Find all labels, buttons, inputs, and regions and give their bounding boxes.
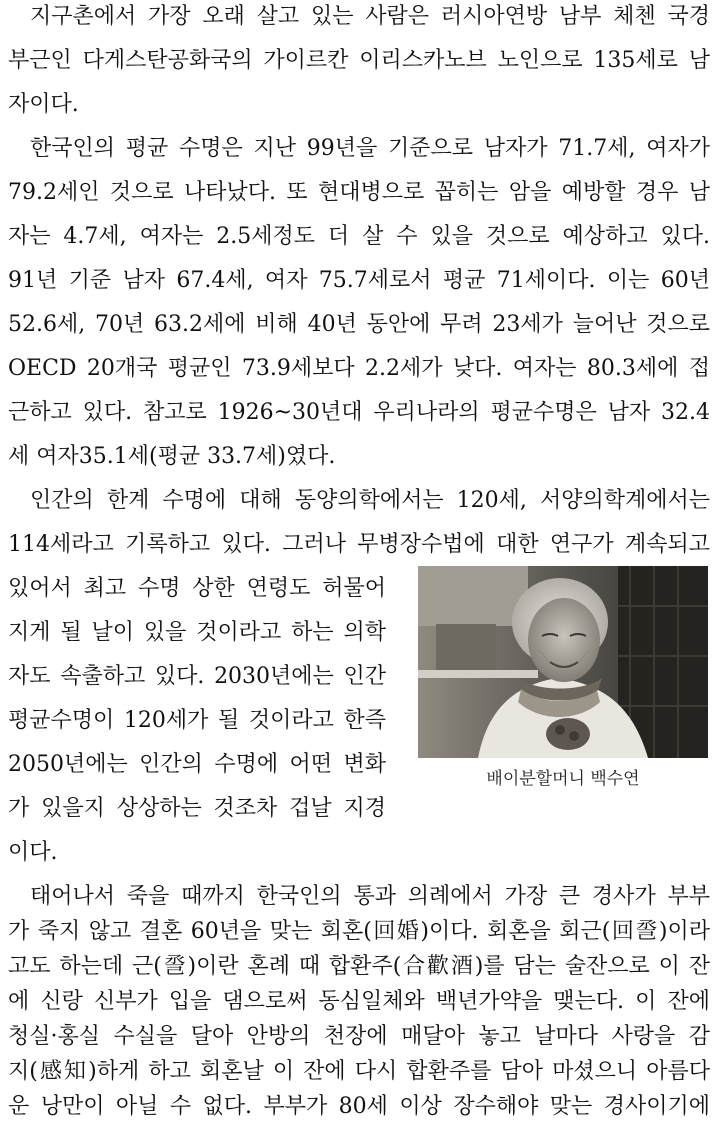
paragraph-2-line-1: 한국인의 평균 수명은 지난 99년을 기준으로 남자가 71.7세, 여자가 <box>30 136 710 161</box>
paragraph-1-line-3: 자이다. <box>8 92 79 117</box>
paragraph-2-line-2: 79.2세인 것으로 나타났다. 또 현대병으로 꼽히는 암을 예방할 경우 남 <box>8 180 710 205</box>
paragraph-4-line-3: 고도 하는데 근(巹)이란 혼례 때 합환주(合歡酒)를 담는 술잔으로 이 잔 <box>8 954 710 979</box>
paragraph-3-line-5: 자도 속출하고 있다. 2030년에는 인간 <box>8 664 386 689</box>
elderly-woman-photo <box>418 566 708 758</box>
paragraph-3-line-2: 114세라고 기록하고 있다. 그러나 무병장수법에 대한 연구가 계속되고 <box>8 532 710 557</box>
paragraph-4-line-2: 가 죽지 않고 결혼 60년을 맞는 회혼(回婚)이다. 회혼을 회근(回巹)이라 <box>8 919 710 944</box>
paragraph-4-line-1: 태어나서 죽을 때까지 한국인의 통과 의례에서 가장 큰 경사가 부부 <box>30 884 710 909</box>
paragraph-2-line-4: 91년 기준 남자 67.4세, 여자 75.7세로서 평균 71세이다. 이는 60년 <box>8 268 710 293</box>
paragraph-2-line-6: OECD 20개국 평균인 73.9세보다 2.2세가 낮다. 여자는 80.3세에 접 <box>8 356 710 381</box>
paragraph-2-line-8: 세 여자35.1세(평균 33.7세)였다. <box>8 444 336 469</box>
paragraph-3-line-4: 지게 될 날이 있을 것이라고 하는 의학 <box>8 620 386 645</box>
paragraph-3-line-3: 있어서 최고 수명 상한 연령도 허물어 <box>8 576 386 601</box>
paragraph-3-line-1: 인간의 한계 수명에 대해 동양의학에서는 120세, 서양의학계에서는 <box>30 488 710 513</box>
paragraph-4-line-5: 청실·홍실 수실을 달아 안방의 천장에 매달아 놓고 날마다 사랑을 감 <box>8 1024 710 1049</box>
paragraph-3-line-8: 가 있을지 상상하는 것조차 겁날 지경 <box>8 796 386 821</box>
paragraph-1-line-1: 지구촌에서 가장 오래 살고 있는 사람은 러시아연방 남부 체첸 국경 <box>30 4 710 29</box>
photo-caption: 배이분할머니 백수연 <box>486 769 640 789</box>
paragraph-2-line-3: 자는 4.7세, 여자는 2.5세정도 더 살 수 있을 것으로 예상하고 있다. <box>8 224 710 249</box>
paragraph-3-line-9: 이다. <box>8 840 58 865</box>
paragraph-1-line-2: 부근인 다게스탄공화국의 가이르칸 이리스카노브 노인으로 135세로 남 <box>8 48 710 73</box>
paragraph-2-line-7: 근하고 있다. 참고로 1926~30년대 우리나라의 평균수명은 남자 32.4 <box>8 400 710 425</box>
paragraph-3-line-7: 2050년에는 인간의 수명에 어떤 변화 <box>8 752 386 777</box>
paragraph-4-line-4: 에 신랑 신부가 입을 댐으로써 동심일체와 백년가약을 맺는다. 이 잔에 <box>8 989 710 1014</box>
paragraph-4-line-6: 지(感知)하게 하고 회혼날 이 잔에 다시 합환주를 담아 마셨으니 아름다 <box>8 1059 710 1084</box>
paragraph-4-line-7: 운 낭만이 아닐 수 없다. 부부가 80세 이상 장수해야 맞는 경사이기에 <box>8 1094 710 1119</box>
paragraph-2-line-5: 52.6세, 70년 63.2세에 비해 40년 동안에 무려 23세가 늘어난 것으로 <box>8 312 710 337</box>
paragraph-3-line-6: 평균수명이 120세가 될 것이라고 한즉 <box>8 708 386 733</box>
